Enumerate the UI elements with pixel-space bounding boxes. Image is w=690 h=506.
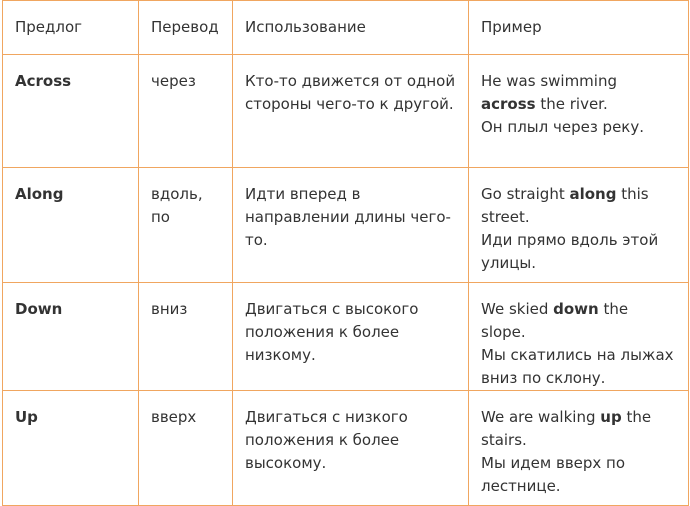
preposition-word: Down [15,300,63,318]
example-en-post: the slope. [481,300,629,341]
cell-translation: через [139,55,233,168]
cell-usage: Двигаться с высокого положения к более низкому. [233,283,469,391]
example-en [481,298,676,344]
table-row [3,391,689,506]
cell-example [469,283,689,391]
example-en [481,406,676,452]
cell-word [3,283,139,391]
cell-translation: вдоль, по [139,168,233,283]
cell-translation: вверх [139,391,233,506]
table-row [3,168,689,283]
cell-example [469,168,689,283]
preposition-word: Along [15,185,64,203]
header-row [3,1,689,55]
example-en-bold: up [600,408,622,426]
cell-example [469,391,689,506]
cell-word [3,391,139,506]
header-translation: Перевод [139,1,233,55]
cell-example [469,55,689,168]
table-row [3,55,689,168]
header-usage: Использование [233,1,469,55]
example-en-pre: We skied [481,300,554,318]
cell-word [3,168,139,283]
preposition-word: Up [15,408,38,426]
example-en-bold: across [481,95,536,113]
cell-usage: Кто-то движется от одной стороны чего-то к другой. [233,55,469,168]
example-en-pre: We are walking [481,408,601,426]
example-ru: Иди прямо вдоль этой улицы. [481,231,659,272]
example-en-pre: Go straight [481,185,570,203]
cell-usage: Двигаться с низкого положения к более высокому. [233,391,469,506]
example-en-bold: down [553,300,599,318]
preposition-word: Across [15,72,72,90]
example-en [481,183,676,229]
example-ru: Он плыл через реку. [481,118,645,136]
example-en-post: the river. [535,95,608,113]
header-preposition: Предлог [3,1,139,55]
cell-word [3,55,139,168]
table-row [3,283,689,391]
example-en-post: this street. [481,185,649,226]
example-en-post: the stairs. [481,408,652,449]
prepositions-table [2,0,689,506]
example-en-bold: along [569,185,617,203]
example-ru: Мы скатились на лыжах вниз по склону. [481,346,674,387]
example-ru: Мы идем вверх по лестнице. [481,454,626,495]
cell-usage: Идти вперед в направлении длины чего-то. [233,168,469,283]
example-en-pre: He was swimming [481,72,617,90]
header-example: Пример [469,1,689,55]
example-en [481,70,676,116]
cell-translation: вниз [139,283,233,391]
